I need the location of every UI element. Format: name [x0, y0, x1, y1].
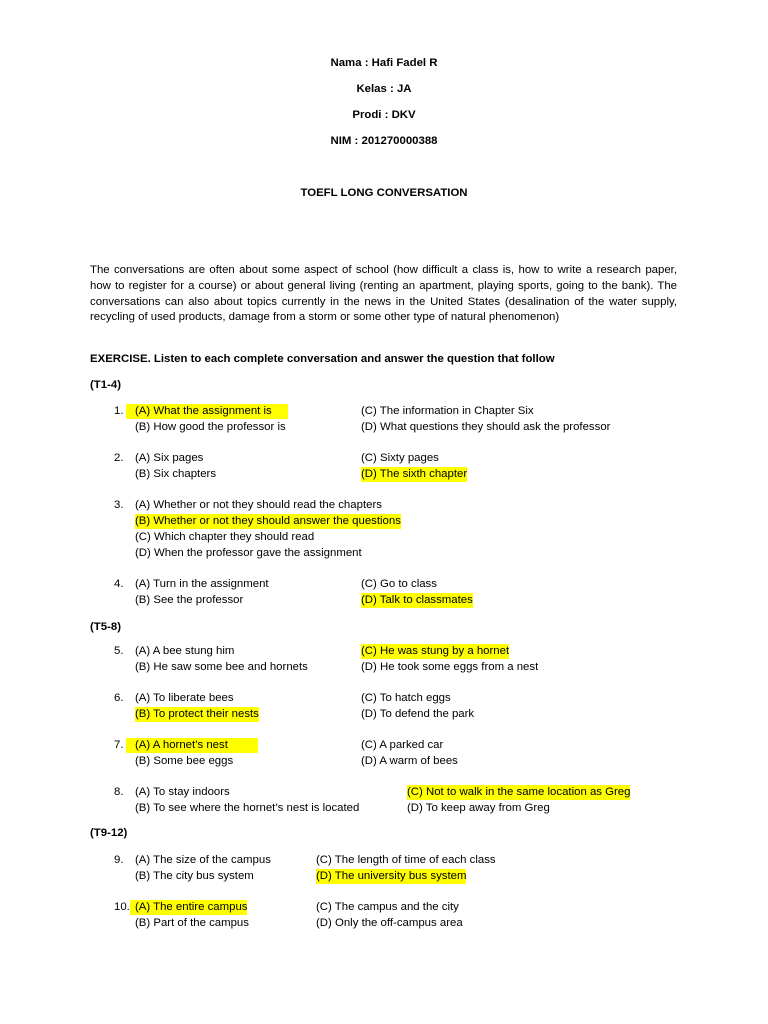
option-c: (C) The campus and the city: [316, 901, 459, 913]
option-d-correct: (D) The university bus system: [316, 870, 467, 882]
option-a: (A) To liberate bees: [135, 692, 234, 704]
option-a: (A) Six pages: [135, 452, 204, 464]
question-number: 1.: [114, 405, 124, 417]
option-b-correct: (B) Whether or not they should answer the questions: [135, 515, 401, 527]
option-d: (D) When the professor gave the assignment: [135, 547, 362, 559]
question-number: 9.: [114, 854, 124, 866]
exercise-instruction: EXERCISE. Listen to each complete conversation and answer the question that follow: [90, 353, 555, 365]
option-a: (A) The size of the campus: [135, 854, 271, 866]
option-c: (C) Go to class: [361, 578, 437, 590]
option-b: (B) He saw some bee and hornets: [135, 661, 308, 673]
section-header: (T1-4): [90, 379, 122, 391]
option-d-correct: (D) The sixth chapter: [361, 468, 468, 480]
question-number: 6.: [114, 692, 124, 704]
option-d: (D) Only the off-campus area: [316, 917, 463, 929]
option-b: (B) Part of the campus: [135, 917, 249, 929]
option-a-correct: (A) What the assignment is: [126, 404, 288, 419]
option-c-correct: (C) He was stung by a hornet: [361, 645, 510, 657]
option-c: (C) The length of time of each class: [316, 854, 496, 866]
question-number: 8.: [114, 786, 124, 798]
option-c: (C) The information in Chapter Six: [361, 405, 534, 417]
option-c-correct: (C) Not to walk in the same location as Greg: [407, 786, 631, 798]
option-c: (C) Sixty pages: [361, 452, 439, 464]
option-d: (D) A warm of bees: [361, 755, 458, 767]
student-nim: NIM : 201270000388: [330, 135, 438, 147]
option-b: (B) How good the professor is: [135, 421, 286, 433]
section-header: (T9-12): [90, 827, 128, 839]
section-header: (T5-8): [90, 621, 122, 633]
document-title: TOEFL LONG CONVERSATION: [300, 187, 468, 199]
question-number: 10.: [114, 901, 130, 913]
question-number: 4.: [114, 578, 124, 590]
question-number: 2.: [114, 452, 124, 464]
option-b: (B) The city bus system: [135, 870, 254, 882]
student-name: Nama : Hafi Fadel R: [330, 57, 438, 69]
option-d: (D) What questions they should ask the professor: [361, 421, 611, 433]
question-number: 5.: [114, 645, 124, 657]
option-d-correct: (D) Talk to classmates: [361, 594, 473, 606]
student-prodi: Prodi : DKV: [352, 109, 416, 121]
question-number: 3.: [114, 499, 124, 511]
option-d: (D) To keep away from Greg: [407, 802, 550, 814]
option-b-correct: (B) To protect their nests: [135, 708, 259, 720]
option-a: (A) Whether or not they should read the chapters: [135, 499, 382, 511]
question-number: 7.: [114, 739, 124, 751]
intro-paragraph: The conversations are often about some aspect of school (how difficult a class is, how to write a research paper, how to register for a course) or about general living (renting an apartment, playing sports, going to the bank). The conversations can also about topics currently in the news in the United States (desalination of the water supply, recycling of used products, damage from a storm or some other type of natural phenomenon): [90, 264, 677, 324]
option-a-correct: (A) A hornet’s nest: [126, 738, 258, 753]
option-b: (B) To see where the hornet’s nest is located: [135, 802, 360, 814]
option-d: (D) He took some eggs from a nest: [361, 661, 539, 673]
option-c: (C) Which chapter they should read: [135, 531, 315, 543]
student-class: Kelas : JA: [356, 83, 412, 95]
option-a: (A) A bee stung him: [135, 645, 235, 657]
option-a: (A) Turn in the assignment: [135, 578, 269, 590]
option-b: (B) See the professor: [135, 594, 244, 606]
option-a-correct: (A) The entire campus: [130, 900, 247, 915]
option-d: (D) To defend the park: [361, 708, 475, 720]
option-c: (C) A parked car: [361, 739, 444, 751]
option-a: (A) To stay indoors: [135, 786, 230, 798]
option-c: (C) To hatch eggs: [361, 692, 451, 704]
option-b: (B) Some bee eggs: [135, 755, 234, 767]
option-b: (B) Six chapters: [135, 468, 217, 480]
